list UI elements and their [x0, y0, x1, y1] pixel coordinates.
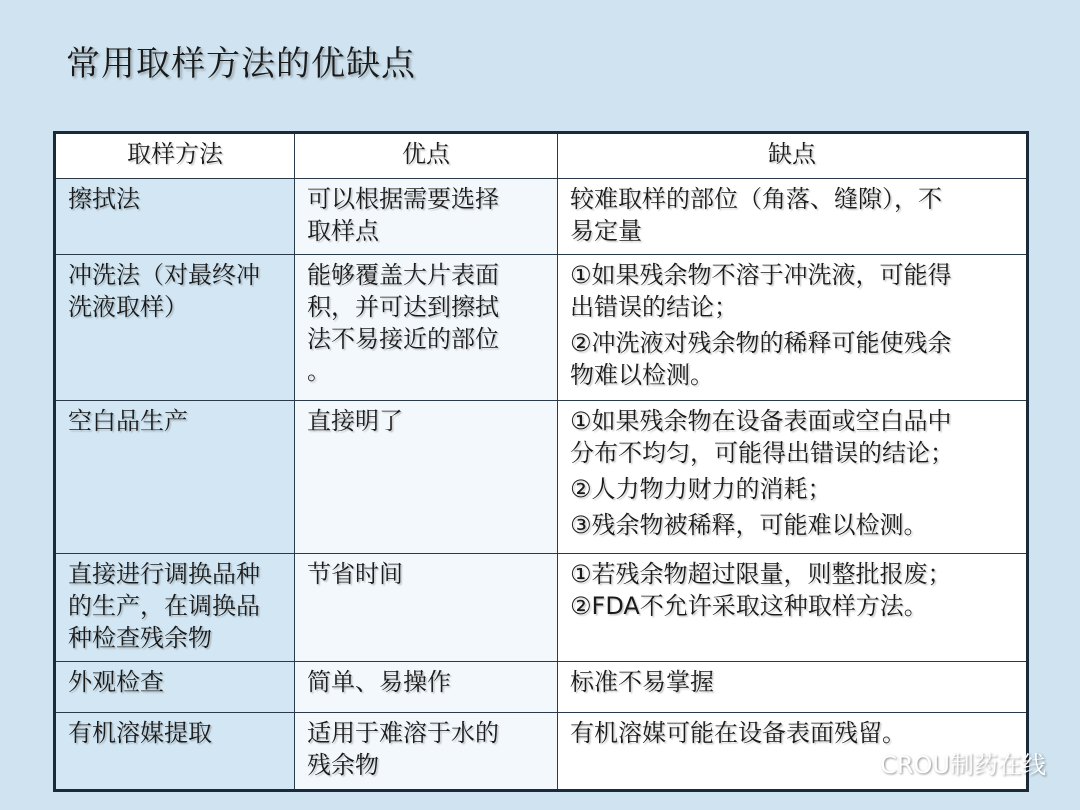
method-cell-line: 冲洗法（对最终冲	[68, 261, 260, 289]
table-row	[55, 401, 1028, 554]
disadvantage-item	[570, 327, 1016, 391]
advantage-cell-line: 积，并可达到擦拭	[307, 293, 499, 321]
disadvantage-line: 分布不均匀，可能得出错误的结论；	[570, 439, 954, 467]
disadvantage-item	[570, 590, 1016, 622]
disadvantage-line: ③残余物被稀释，可能难以检测。	[570, 511, 928, 539]
advantage-cell-line: 法不易接近的部位	[307, 325, 499, 353]
disadvantage-cell	[558, 401, 1028, 554]
disadvantage-line: 有机溶媒可能在设备表面残留。	[570, 719, 906, 747]
disadvantage-item	[570, 558, 1016, 590]
advantage-cell	[295, 179, 558, 255]
sampling-methods-table	[53, 131, 1029, 792]
watermark-text: CROU制药在线	[880, 751, 1046, 779]
disadvantage-item	[570, 405, 1016, 469]
advantage-cell-line: 可以根据需要选择	[307, 185, 499, 213]
disadvantage-cell	[558, 554, 1028, 662]
table-row	[55, 255, 1028, 401]
disadvantage-line: ②冲洗液对残余物的稀释可能使残余	[570, 329, 952, 357]
method-cell-line: 外观检查	[68, 668, 164, 696]
advantage-cell-line: 节省时间	[307, 560, 403, 588]
wechat-icon	[838, 748, 874, 778]
advantage-cell	[295, 554, 558, 662]
method-cell	[55, 179, 295, 255]
method-cell-line: 洗液取样）	[68, 293, 188, 321]
disadvantage-item	[570, 473, 1016, 505]
advantage-cell-line: 适用于难溶于水的	[307, 719, 499, 747]
table-row	[55, 554, 1028, 662]
disadvantage-line: ①如果残余物不溶于冲洗液，可能得	[570, 261, 952, 289]
table-body	[55, 179, 1028, 791]
disadvantage-item	[570, 183, 1016, 247]
disadvantage-line: ①若残余物超过限量，则整批报废；	[570, 560, 952, 588]
table-row	[55, 662, 1028, 713]
method-cell-line: 有机溶媒提取	[68, 719, 212, 747]
advantage-cell-line: 能够覆盖大片表面	[307, 261, 499, 289]
disadvantage-line: ①如果残余物在设备表面或空白品中	[570, 407, 952, 435]
watermark	[838, 745, 1046, 780]
advantage-cell-line: 取样点	[307, 217, 379, 245]
method-cell-line: 种检查残余物	[68, 624, 212, 652]
disadvantage-line: 较难取样的部位（角落、缝隙），不	[570, 185, 942, 213]
advantage-cell	[295, 401, 558, 554]
method-cell	[55, 401, 295, 554]
advantage-cell-line: 。	[307, 357, 331, 385]
disadvantage-line: 物难以检测。	[570, 361, 714, 389]
disadvantage-line: 标准不易掌握	[570, 668, 714, 696]
disadvantage-item	[570, 509, 1016, 541]
disadvantage-item	[570, 666, 1016, 698]
advantage-cell	[295, 255, 558, 401]
method-cell-line: 直接进行调换品种	[68, 560, 260, 588]
disadvantage-cell	[558, 179, 1028, 255]
slide-title: 常用取样方法的优缺点	[66, 44, 416, 84]
advantage-cell	[295, 662, 558, 713]
disadvantage-line: ②FDA不允许采取这种取样方法。	[570, 592, 928, 620]
disadvantage-line: 出错误的结论；	[570, 293, 738, 321]
table-row	[55, 179, 1028, 255]
disadvantage-line: 易定量	[570, 217, 642, 245]
method-cell	[55, 713, 295, 791]
method-cell	[55, 255, 295, 401]
header-advantage: 优点	[295, 133, 558, 179]
method-cell-line: 擦拭法	[68, 185, 140, 213]
disadvantage-cell	[558, 662, 1028, 713]
disadvantage-line: ②人力物力财力的消耗；	[570, 475, 832, 503]
disadvantage-item	[570, 259, 1016, 323]
advantage-cell-line: 残余物	[307, 751, 379, 779]
advantage-cell-line: 简单、易操作	[307, 668, 451, 696]
table-header-row	[55, 133, 1028, 179]
method-cell	[55, 662, 295, 713]
disadvantage-cell	[558, 255, 1028, 401]
advantage-cell-line: 直接明了	[307, 407, 403, 435]
advantage-cell	[295, 713, 558, 791]
header-method: 取样方法	[55, 133, 295, 179]
method-cell-line: 的生产，在调换品	[68, 592, 260, 620]
header-disadvantage: 缺点	[558, 133, 1028, 179]
method-cell-line: 空白品生产	[68, 407, 188, 435]
method-cell	[55, 554, 295, 662]
